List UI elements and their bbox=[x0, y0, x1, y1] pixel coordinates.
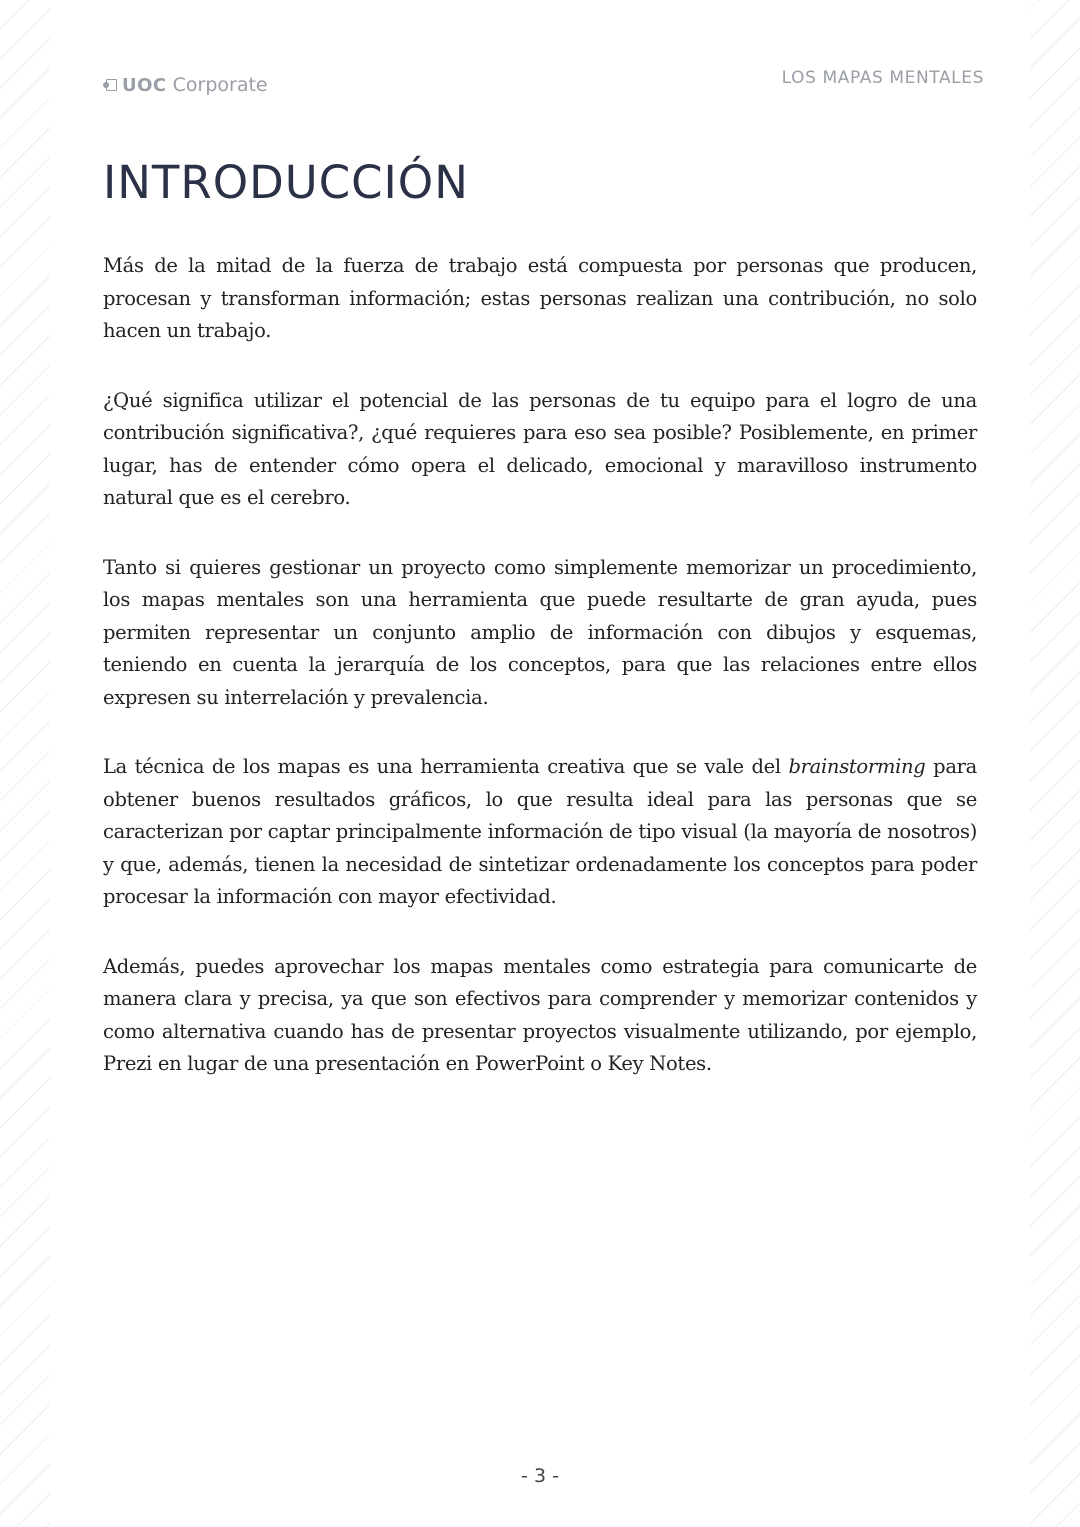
paragraph-4-start: La técnica de los mapas es una herramienta creativa que se vale del bbox=[103, 755, 789, 778]
page-number: - 3 - bbox=[521, 1465, 559, 1487]
uoc-logo-icon bbox=[103, 79, 117, 91]
body-text bbox=[103, 250, 977, 1118]
logo-sub-text: Corporate bbox=[172, 74, 268, 96]
page-title: INTRODUCCIÓN bbox=[103, 156, 469, 209]
paragraph-2: ¿Qué significa utilizar el potencial de las personas de tu equipo para el logro de una contribución significativa?, ¿qué requieres para eso sea posible? Posiblemente, en primer lugar, has de entender cómo opera el delicado, emocional y maravilloso instrumento natural que es el cerebro. bbox=[103, 388, 977, 509]
running-header-title: LOS MAPAS MENTALES bbox=[781, 68, 984, 88]
uoc-corporate-logo bbox=[103, 74, 268, 96]
paragraph-4-emphasis: brainstorming bbox=[788, 755, 926, 778]
paragraph-4-end: para obtener buenos resultados gráficos, lo que resulta ideal para las personas que se caracterizan por captar principalmente información de tipo visual (la mayoría de nosotros) y que, además, tienen la necesidad de sintetizar ordenadamente los conceptos para poder procesar la información con mayor efectividad. bbox=[103, 755, 977, 908]
paragraph-1: Más de la mitad de la fuerza de trabajo está compuesta por personas que producen, procesan y transforman información; estas personas realizan una contribución, no solo hacen un trabajo. bbox=[103, 254, 977, 342]
paragraph-4 bbox=[103, 751, 977, 914]
logo-brand-text: UOC bbox=[122, 74, 167, 96]
document-page bbox=[50, 0, 1030, 1527]
paragraph-5: Además, puedes aprovechar los mapas mentales como estrategia para comunicarte de manera clara y precisa, ya que son efectivos para comprender y memorizar contenidos y como alternativa cuando has de presentar proyectos visualmente utilizando, por ejemplo, Prezi en lugar de una presentación en PowerPoint o Key Notes. bbox=[103, 954, 977, 1075]
paragraph-3: Tanto si quieres gestionar un proyecto como simplemente memorizar un procedimiento, los mapas mentales son una herramienta que puede resultarte de gran ayuda, pues permiten representar un conjunto amplio de información con dibujos y esquemas, teniendo en cuenta la jerarquía de los conceptos, para que las relaciones entre ellos expresen su interrelación y prevalencia. bbox=[103, 555, 977, 709]
